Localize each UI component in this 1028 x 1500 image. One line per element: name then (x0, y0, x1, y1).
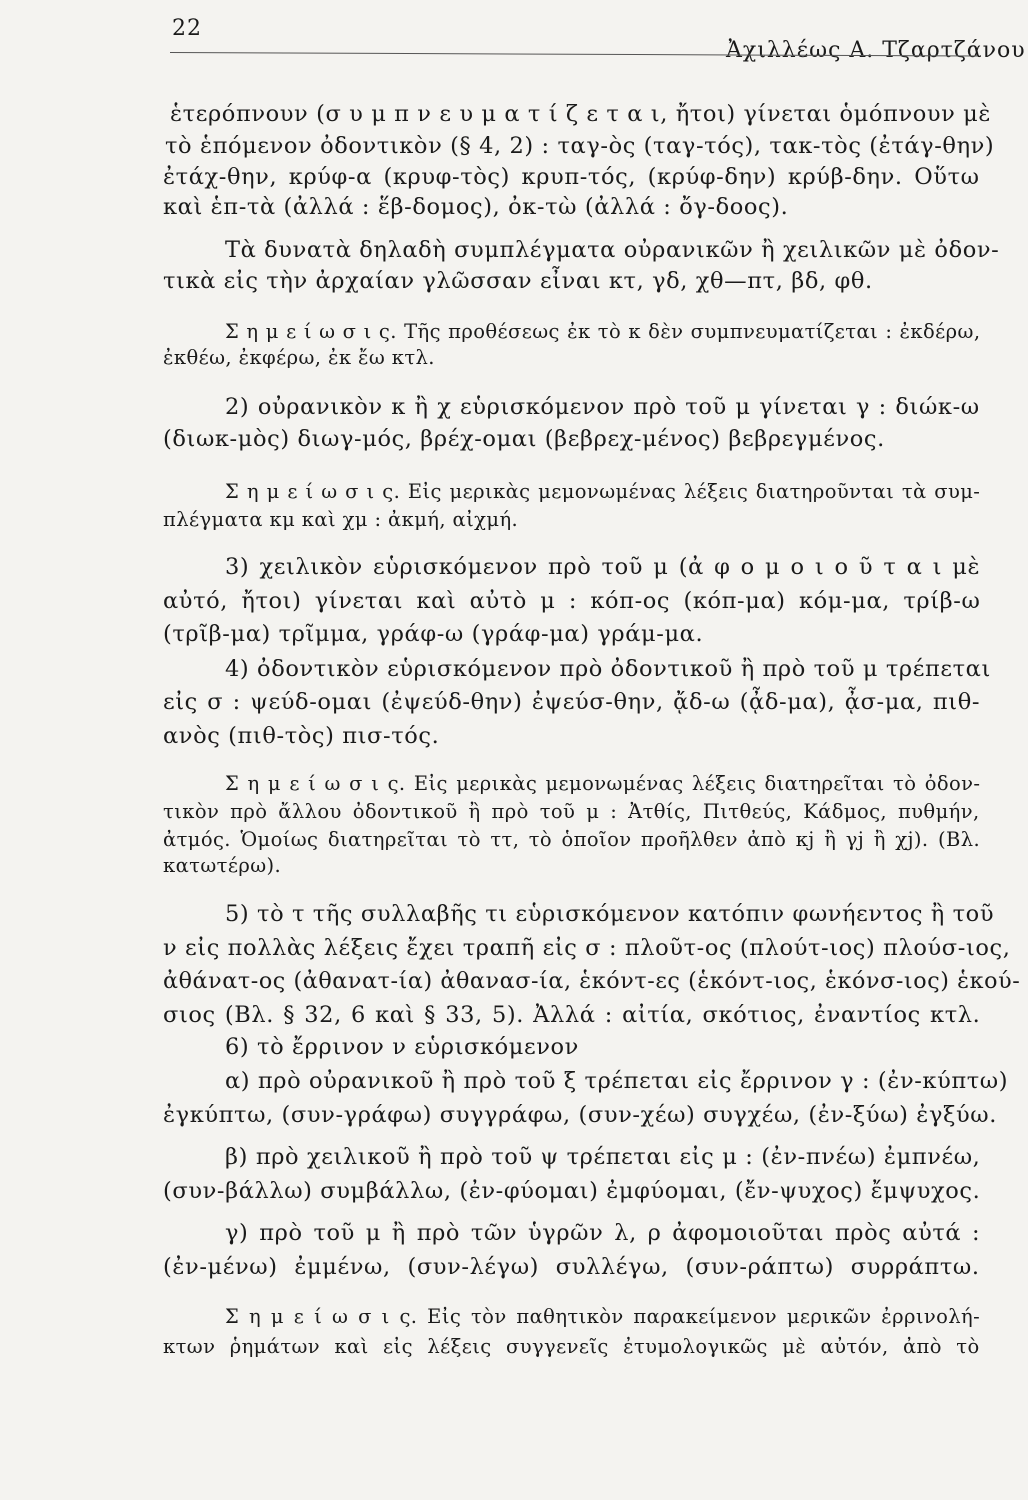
text-line: (συν-βάλλω) συμβάλλω, (ἐν-φύομαι) ἐμφύομαι, (ἔν-ψυχος) ἔμψυχος. (163, 1178, 981, 1204)
text-line: (διωκ-μὸς) διωγ-μός, βρέχ-ομαι (βεβρεχ-μένος) βεβρεγμένος. (163, 426, 885, 452)
note-line: Σ η μ ε ί ω σ ι ς. Εἰς μερικὰς μεμονωμένας λέξεις διατηρεῖται τὸ ὀδον- (225, 772, 981, 795)
running-head: Ἀχιλλέως Α. Τζαρτζάνου (726, 38, 1026, 63)
text-line: ἑτερόπνουν (σ υ μ π ν ε υ μ α τ ί ζ ε τ α ι, ἤτοι) γίνεται ὁμόπνουν μὲ (170, 101, 992, 127)
note-line: Σ η μ ε ί ω σ ι ς. Εἰς μερικὰς μεμονωμένας λέξεις διατηροῦνται τὰ συμ- (225, 480, 981, 503)
text-line: 2) οὐρανικὸν κ ἢ χ εὑρισκόμενον πρὸ τοῦ μ γίνεται γ : διώκ-ω (225, 394, 980, 420)
note-line: Σ η μ ε ί ω σ ι ς. Τῆς προθέσεως ἐκ τὸ κ δὲν συμπνευματίζεται : ἐκδέρω, (225, 320, 981, 343)
text-line: σιος (Βλ. § 32, 6 καὶ § 33, 5). Ἀλλά : αἰτία, σκότιος, ἐναντίος κτλ. (163, 1002, 981, 1028)
text-line: καὶ ἑπ-τὰ (ἀλλά : ἕβ-δομος), ὀκ-τὼ (ἀλλά : ὄγ-δοος). (163, 194, 789, 220)
text-line: (ἐν-μένω) ἐμμένω, (συν-λέγω) συλλέγω, (συν-ράπτω) συρράπτω. (163, 1254, 980, 1280)
text-line: 3) χειλικὸν εὑρισκόμενον πρὸ τοῦ μ (ἀ φ ο μ ο ι ο ῦ τ α ι μὲ (225, 554, 981, 580)
note-line: κτων ῥημάτων καὶ εἰς λέξεις συγγενεῖς ἐτυμολογικῶς μὲ αὐτόν, ἀπὸ τὸ (163, 1335, 980, 1358)
text-line: ἐτάχ-θην, κρύφ-α (κρυφ-τὸς) κρυπ-τός, (κρύφ-δην) κρύβ-δην. Οὕτω (163, 164, 980, 190)
text-line: Τὰ δυνατὰ δηλαδὴ συμπλέγματα οὐρανικῶν ἢ χειλικῶν μὲ ὀδον- (225, 237, 1000, 263)
text-line: αὐτό, ἤτοι) γίνεται καὶ αὐτὸ μ : κόπ-ος (κόπ-μα) κόμ-μα, τρίβ-ω (163, 588, 981, 614)
text-line: (τρῖβ-μα) τρῖμμα, γράφ-ω (γράφ-μα) γράμ-μα. (163, 621, 704, 647)
note-line: κατωτέρω). (163, 854, 282, 877)
text-line: 6) τὸ ἔρρινον ν εὑρισκόμενον (225, 1034, 579, 1060)
text-line: τικὰ εἰς τὴν ἀρχαίαν γλῶσσαν εἶναι κτ, γδ, χθ—πτ, βδ, φθ. (163, 268, 873, 294)
text-line: ν εἰς πολλὰς λέξεις ἔχει τραπῆ εἰς σ : πλοῦτ-ος (πλούτ-ιος) πλούσ-ιος, (163, 935, 1011, 961)
text-line: 4) ὀδοντικὸν εὑρισκόμενον πρὸ ὀδοντικοῦ ἢ πρὸ τοῦ μ τρέπεται (225, 656, 991, 682)
text-line: τὸ ἑπόμενον ὀδοντικὸν (§ 4, 2) : ταγ-ὸς (ταγ-τός), τακ-τὸς (ἐτάγ-θην) (165, 133, 995, 159)
text-line: α) πρὸ οὐρανικοῦ ἢ πρὸ τοῦ ξ τρέπεται εἰς ἔρρινον γ : (ἐν-κύπτω) (225, 1068, 1009, 1094)
text-line: ανὸς (πιθ-τὸς) πισ-τός. (163, 723, 440, 749)
text-line: β) πρὸ χειλικοῦ ἢ πρὸ τοῦ ψ τρέπεται εἰς μ : (ἐν-πνέω) ἐμπνέω, (225, 1144, 981, 1170)
text-line: εἰς σ : ψεύδ-ομαι (ἐψεύδ-θην) ἐψεύσ-θην, ᾄδ-ω (ᾆδ-μα), ᾆσ-μα, πιθ- (163, 689, 981, 715)
note-line: Σ η μ ε ί ω σ ι ς. Εἰς τὸν παθητικὸν παρακείμενον μερικῶν ἐρρινολή- (225, 1305, 981, 1328)
note-line: τικὸν πρὸ ἄλλου ὀδοντικοῦ ἢ πρὸ τοῦ μ : Ἀτθίς, Πιτθεύς, Κάδμος, πυθμήν, (163, 800, 980, 823)
text-line: ἐγκύπτω, (συν-γράφω) συγγράφω, (συν-χέω) συγχέω, (ἐν-ξύω) ἐγξύω. (163, 1102, 997, 1128)
page-number: 22 (172, 16, 202, 41)
note-line: ἐκθέω, ἐκφέρω, ἐκ ἔω κτλ. (163, 346, 435, 369)
note-line: ἀτμός. Ὁμοίως διατηρεῖται τὸ ττ, τὸ ὁποῖον προῆλθεν ἀπὸ κj ἢ γj ἢ χj). (Βλ. (163, 828, 981, 851)
text-line: γ) πρὸ τοῦ μ ἢ πρὸ τῶν ὑγρῶν λ, ρ ἀφομοιοῦται πρὸς αὐτά : (225, 1220, 981, 1246)
note-line: πλέγματα κμ καὶ χμ : ἀκμή, αἰχμή. (163, 508, 519, 531)
text-line: 5) τὸ τ τῆς συλλαβῆς τι εὑρισκόμενον κατόπιν φωνήεντος ἢ τοῦ (225, 901, 995, 927)
text-line: ἀθάνατ-ος (ἀθανατ-ία) ἀθανασ-ία, ἑκόντ-ες (ἑκόντ-ιος, ἑκόνσ-ιος) ἑκού- (163, 968, 1021, 994)
